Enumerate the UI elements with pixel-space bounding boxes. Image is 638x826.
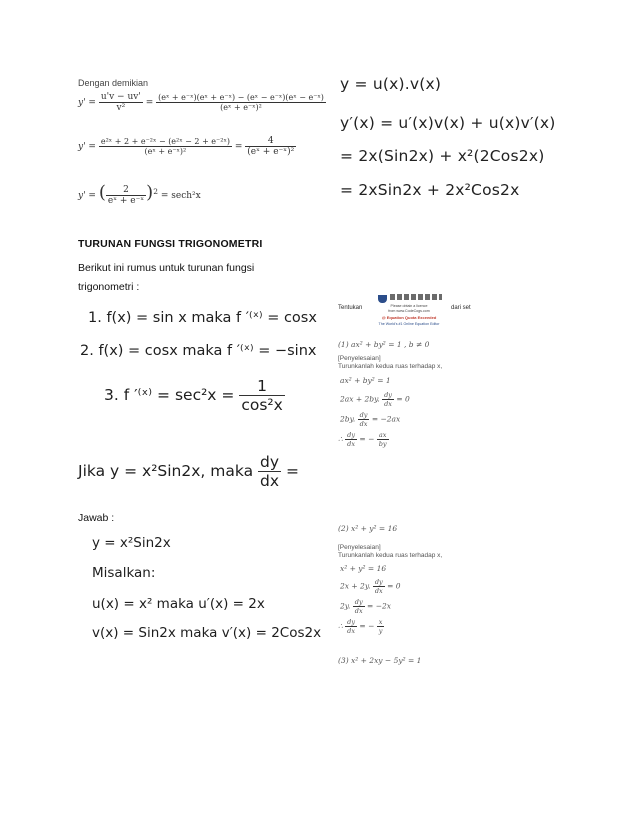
dari-set-text: dari set bbox=[451, 305, 471, 311]
example-1-step-1: ax² + by² = 1 bbox=[340, 376, 391, 385]
codecogs-banner: Please obtain a licence from www.CodeCogs.com @ Equation Quota Exceeded The World's #1 Online Equation Editor bbox=[374, 293, 444, 337]
example-2-image bbox=[338, 522, 488, 682]
product-rule-line-2: y′(x) = u′(x)v(x) + u(x)v′(x) bbox=[340, 114, 556, 132]
question-formula: Jika y = x²Sin2x, maka $\frac{dy}{dx}$ = bbox=[78, 453, 299, 490]
product-rule-line-3: = 2x(Sin2x) + x²(2Cos2x) bbox=[340, 147, 545, 165]
example-2-problem: (2) x² + y² = 16 bbox=[338, 524, 398, 533]
answer-line-3: u(x) = x² maka u′(x) = 2x bbox=[92, 596, 265, 612]
codecogs-wordmark-icon bbox=[390, 294, 442, 300]
example-2-instruction: Turunkanlah kedua ruas terhadap x, bbox=[338, 552, 443, 559]
example-1-image bbox=[338, 293, 488, 465]
section-body-line-1: Berikut ini rumus untuk turunan fungsi bbox=[78, 262, 255, 274]
example-2-step-2: 2x + 2y. $\frac{dy}{dx}$ = 0 bbox=[340, 578, 401, 595]
derivation-line-1: y' = $\frac{u'v - uv'}{\text{v²}}$ = $\frac{\text{(eˣ + e⁻ˣ)(eˣ + e⁻ˣ) − (eˣ − e⁻ˣ)(eˣ − e⁻ˣ)}}{\text{(eˣ + e⁻ˣ)²}}$ bbox=[78, 92, 324, 113]
answer-line-2: Misalkan: bbox=[92, 565, 156, 581]
tentukan-text: Tentukan bbox=[338, 305, 363, 311]
answer-label: Jawab : bbox=[78, 512, 115, 524]
example-2-step-3: 2y. $\frac{dy}{dx}$ = −2x bbox=[340, 598, 391, 615]
example-1-problem: (1) ax² + by² = 1 , b ≠ 0 bbox=[338, 340, 430, 349]
example-3-problem: (3) x² + 2xy − 5y² = 1 bbox=[338, 656, 422, 665]
example-1-instruction: Turunkanlah kedua ruas terhadap x, bbox=[338, 363, 443, 370]
formula-cos: 2. f(x) = cosx maka f ′⁽ˣ⁾ = −sinx bbox=[80, 343, 317, 359]
example-2-step-4: ∴ $\frac{dy}{dx}$ = − $\frac{x}{y}$ bbox=[338, 618, 383, 635]
section-title: TURUNAN FUNGSI TRIGONOMETRI bbox=[78, 238, 263, 250]
example-1-step-4: ∴ $\frac{dy}{dx}$ = − $\frac{ax}{by}$ bbox=[338, 431, 387, 448]
formula-tan: 3. f ′⁽ˣ⁾ = sec²x = $\frac{1}{\text{cos²x}}$ bbox=[104, 377, 283, 414]
answer-line-4: v(x) = Sin2x maka v′(x) = 2Cos2x bbox=[92, 625, 322, 641]
derivation-image bbox=[78, 78, 324, 218]
derivation-line-3: y' = ( $\frac{2}{\text{eˣ + e⁻ˣ}}$ )$^2$ = sech²x bbox=[78, 182, 201, 206]
formula-sin: 1. f(x) = sin x maka f ′⁽ˣ⁾ = cosx bbox=[88, 310, 317, 326]
product-rule-line-1: y = u(x).v(x) bbox=[340, 75, 442, 93]
product-rule-line-4: = 2xSin2x + 2x²Cos2x bbox=[340, 181, 520, 199]
derivation-line-2: y' = $\frac{\text{e²ˣ + 2 + e⁻²ˣ − (e²ˣ − 2 + e⁻²ˣ)}}{\text{(eˣ + e⁻ˣ)²}}$ = $\frac{4}{\text{(eˣ + e⁻ˣ)²}}$ bbox=[78, 136, 295, 157]
derivation-caption: Dengan demikian bbox=[78, 78, 149, 88]
example-1-step-3: 2by. $\frac{dy}{dx}$ = −2ax bbox=[340, 411, 401, 428]
codecogs-logo-icon bbox=[378, 295, 387, 303]
example-2-step-1: x² + y² = 16 bbox=[340, 564, 387, 573]
section-body-line-2: trigonometri : bbox=[78, 281, 140, 293]
example-2-penyelesaian: [Penyelesaian] bbox=[338, 544, 381, 551]
example-1-step-2: 2ax + 2by. $\frac{dy}{dx}$ = 0 bbox=[340, 391, 410, 408]
example-1-penyelesaian: [Penyelesaian] bbox=[338, 355, 381, 362]
answer-line-1: y = x²Sin2x bbox=[92, 535, 171, 551]
